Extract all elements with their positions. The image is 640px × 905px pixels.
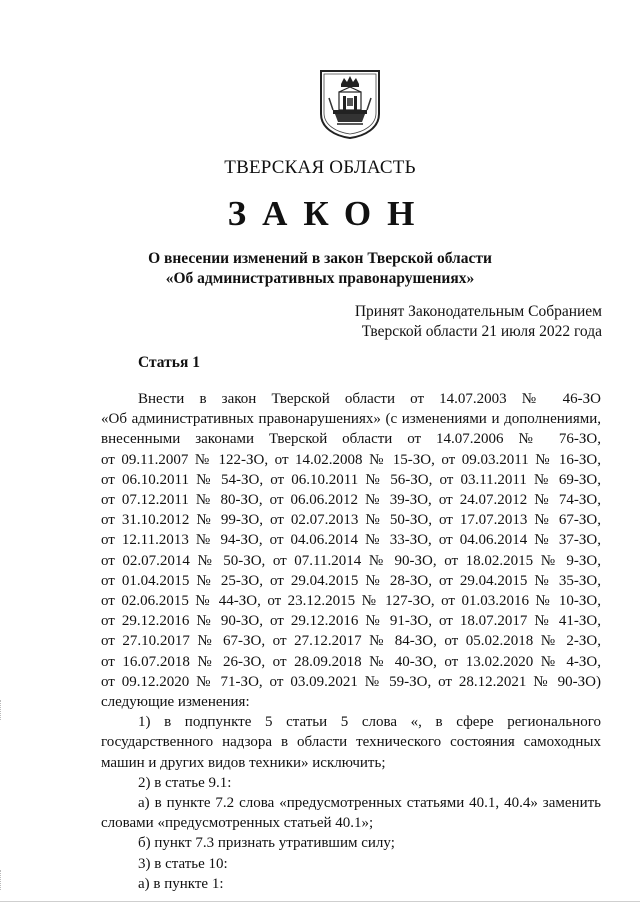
body-line: а) в пункте 7.2 слова «предусмотренных статьями 40.1, 40.4» заменить	[138, 795, 601, 812]
body-line: от 27.10.2017 № 67-ЗО, от 27.12.2017 № 84-ЗО, от 05.02.2018 № 2-ЗО,	[101, 633, 601, 650]
body-line: словами «предусмотренных статьей 40.1»;	[101, 815, 374, 832]
body-line: Внести в закон Тверской области от 14.07.2003 № 46-ЗО	[138, 391, 601, 407]
page-bottom-edge	[0, 901, 640, 902]
body-line: 3) в статье 10:	[138, 855, 228, 872]
body-line: «Об административных правонарушениях» (с изменениями и дополнениями,	[101, 411, 601, 428]
body-line: от 31.10.2012 № 99-ЗО, от 02.07.2013 № 50-ЗО, от 17.07.2013 № 67-ЗО,	[101, 512, 601, 529]
body-line: от 02.06.2015 № 44-ЗО, от 23.12.2015 № 127-ЗО, от 01.03.2016 № 10-ЗО,	[101, 593, 601, 610]
body-line: 2) в статье 9.1:	[138, 774, 232, 791]
body-line: 1) в подпункте 5 статьи 5 слова «, в сфере регионального	[138, 714, 601, 731]
adoption-note	[355, 302, 602, 342]
body-line: машин и других видов техники» исключить;	[101, 754, 386, 771]
law-title-line-2: «Об административных правонарушениях»	[165, 270, 475, 287]
body-line: от 09.12.2020 № 71-ЗО, от 03.09.2021 № 59-ЗО, от 28.12.2021 № 90-ЗО)	[101, 673, 601, 690]
body-line: от 07.12.2011 № 80-ЗО, от 06.06.2012 № 39-ЗО, от 24.07.2012 № 74-ЗО,	[101, 492, 601, 509]
body-line: б) пункт 7.3 признать утратившим силу;	[138, 835, 395, 852]
body-line: а) в пункте 1:	[138, 875, 224, 892]
law-title	[0, 249, 640, 289]
body-line: от 01.04.2015 № 25-ЗО, от 29.04.2015 № 28-ЗО, от 29.04.2015 № 35-ЗО,	[101, 572, 601, 589]
body-line: от 02.07.2014 № 50-ЗО, от 07.11.2014 № 90-ЗО, от 18.02.2015 № 9-ЗО,	[101, 552, 601, 569]
body-line: государственного надзора в области технического состояния самоходных	[101, 734, 601, 751]
adoption-note-line-2: Тверской области 21 июля 2022 года	[361, 323, 602, 340]
body-line: от 16.07.2018 № 26-ЗО, от 28.09.2018 № 40-ЗО, от 13.02.2020 № 4-ЗО,	[101, 653, 601, 670]
body-line: внесенными законами Тверской области от 14.07.2006 № 76-ЗО,	[101, 431, 601, 448]
article-title: Статья 1	[138, 354, 200, 371]
law-title-line-1: О внесении изменений в закон Тверской области	[148, 250, 492, 267]
adoption-note-line-1: Принят Законодательным Собранием	[354, 303, 602, 320]
document-type-heading: ЗАКОН	[227, 194, 431, 233]
body-line: следующие изменения:	[101, 694, 250, 711]
body-line: от 09.11.2007 № 122-ЗО, от 14.02.2008 № 15-ЗО, от 09.03.2011 № 16-ЗО,	[101, 451, 601, 468]
body-line: от 12.11.2013 № 94-ЗО, от 04.06.2014 № 33-ЗО, от 04.06.2014 № 37-ЗО,	[101, 532, 601, 549]
body-line: от 06.10.2011 № 54-ЗО, от 06.10.2011 № 56-ЗО, от 03.11.2011 № 69-ЗО,	[101, 471, 601, 488]
coat-of-arms-emblem	[319, 68, 381, 140]
body-line: от 29.12.2016 № 90-ЗО, от 29.12.2016 № 91-ЗО, от 18.07.2017 № 41-ЗО,	[101, 613, 601, 630]
scan-edge-mark	[0, 870, 3, 890]
scan-edge-mark	[0, 700, 3, 720]
article-body	[101, 389, 601, 894]
region-heading: ТВЕРСКАЯ ОБЛАСТЬ	[224, 157, 416, 178]
